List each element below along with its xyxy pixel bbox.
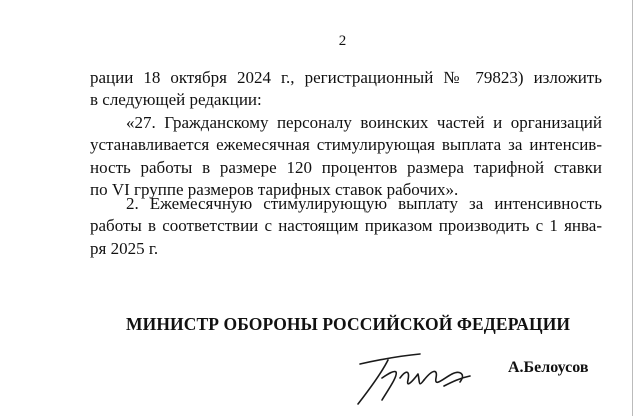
text-line: ря 2025 г. bbox=[90, 238, 159, 258]
page-edge-line bbox=[632, 0, 633, 416]
text-line: ность работы в размере 120 процентов размера тарифной ставки bbox=[90, 157, 602, 177]
text-line: рации 18 октября 2024 г., регистрационный № 79823) изложить bbox=[90, 68, 602, 87]
signer-name: А.Белоусов bbox=[508, 359, 589, 376]
text-line: по VI группе размеров тарифных ставок рабочих». bbox=[90, 179, 459, 199]
text-line: 2. Ежемесячную стимулирующую выплату за интенсивность bbox=[126, 194, 602, 213]
text-line: в следующей редакции: bbox=[90, 90, 262, 110]
text-line: устанавливается ежемесячная стимулирующая выплата за интенсив- bbox=[90, 135, 602, 155]
paragraph-item-27 bbox=[90, 112, 602, 201]
paragraph-continuation bbox=[90, 67, 602, 112]
page-number: 2 bbox=[338, 33, 347, 49]
handwritten-signature bbox=[348, 348, 478, 410]
text-line: работы в соответствии с настоящим приказом производить с 1 янва- bbox=[90, 216, 602, 236]
paragraph-item-2 bbox=[90, 193, 602, 260]
text-line: «27. Гражданскому персоналу воинских частей и организаций bbox=[126, 113, 602, 132]
minister-title: МИНИСТР ОБОРОНЫ РОССИЙСКОЙ ФЕДЕРАЦИИ bbox=[126, 314, 571, 334]
